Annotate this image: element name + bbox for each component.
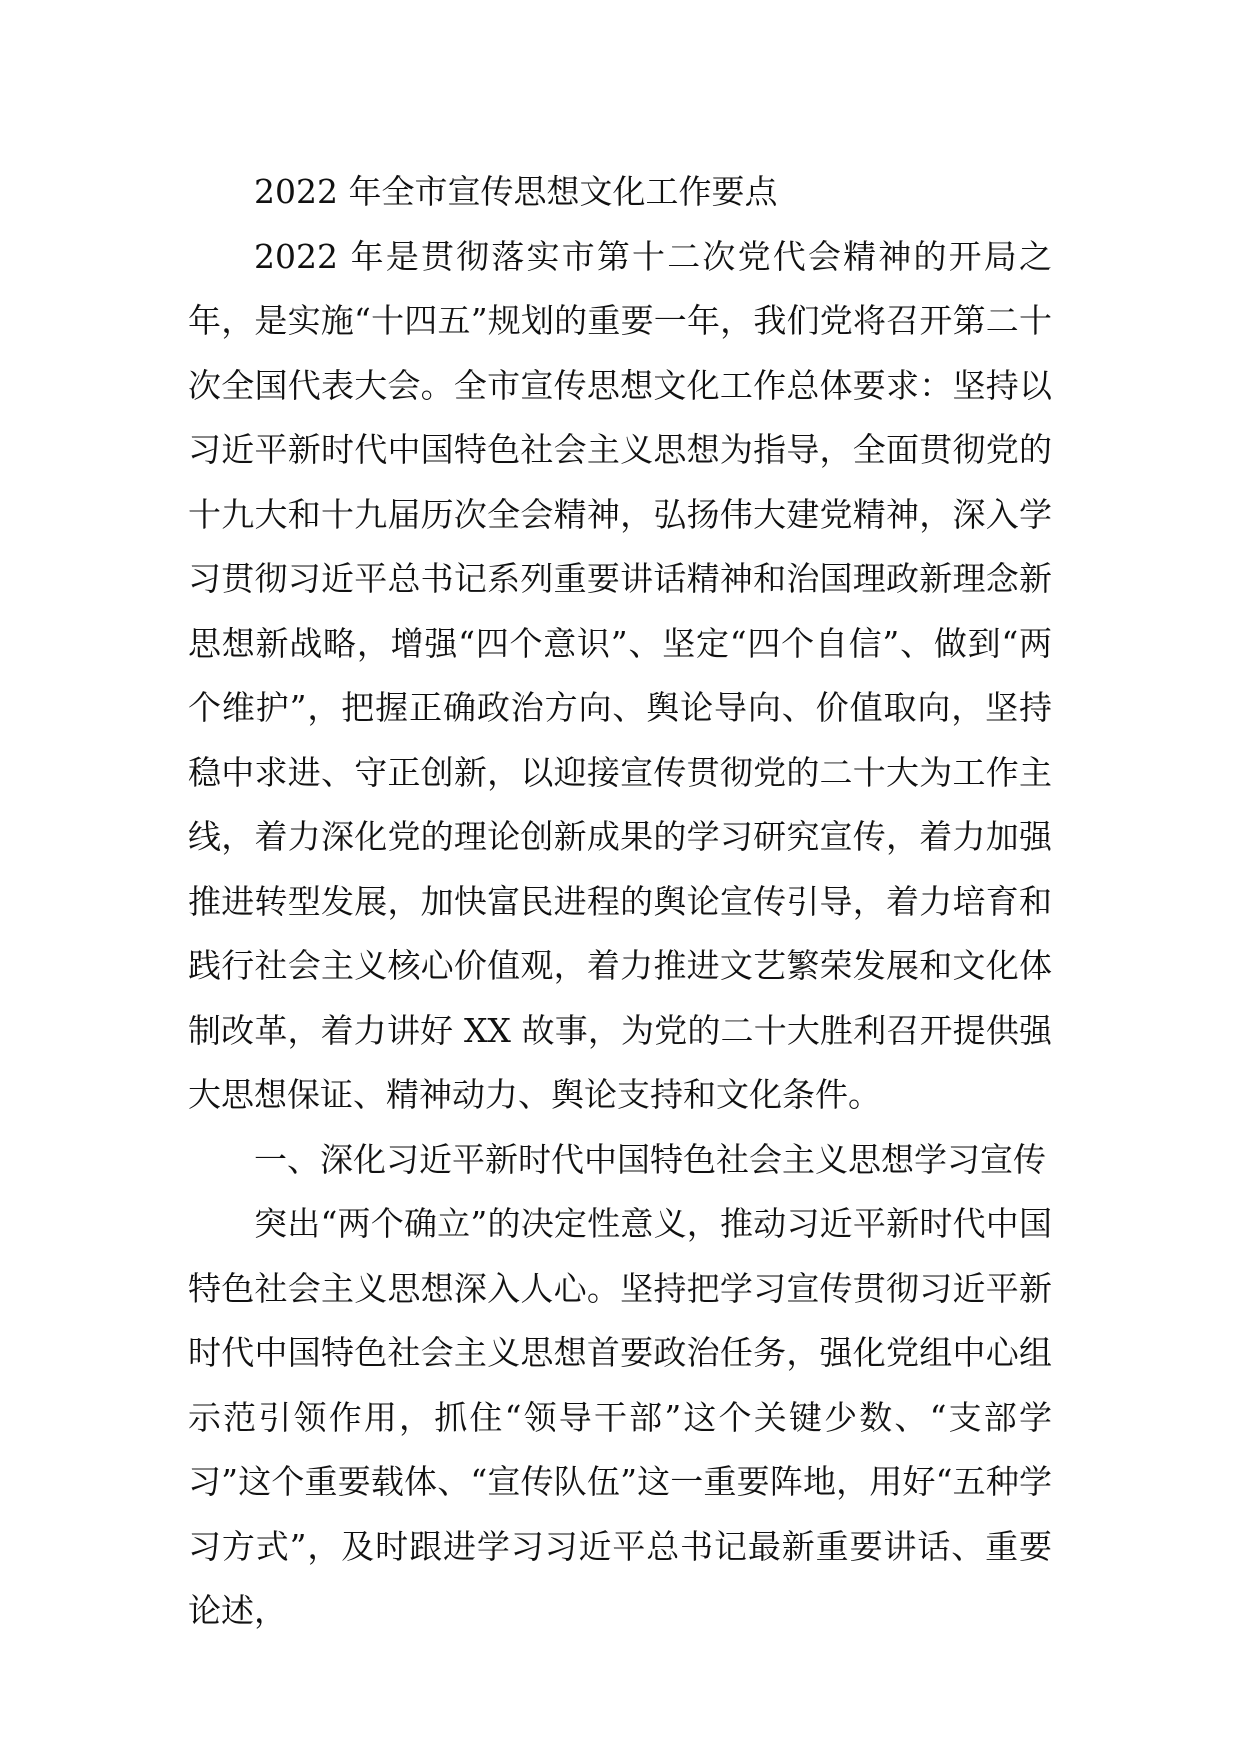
document-body — [188, 160, 1052, 1644]
section-heading: 一、深化习近平新时代中国特色社会主义思想学习宣传 — [254, 1139, 1046, 1179]
document-title: 2022 年全市宣传思想文化工作要点 — [254, 172, 778, 211]
intro-paragraph: 2022 年是贯彻落实市第十二次党代会精神的开局之年，是实施“十四五”规划的重要一年，我们党将召开第二十次全国代表大会。全市宣传思想文化工作总体要求：坚持以习近平新时代中国特色社会主义思想为指导，全面贯彻党的十九大和十九届历次全会精神，弘扬伟大建党精神，深入学习贯彻习近平总书记系列重要讲话精神和治国理政新理念新思想新战略，增强“四个意识”、坚定“四个自信”、做到“两个维护”，把握正确政治方向、舆论导向、价值取向，坚持稳中求进、守正创新，以迎接宣传贯彻党的二十大为工作主线，着力深化党的理论创新成果的学习研究宣传，着力加强推进转型发展，加快富民进程的舆论宣传引导，着力培育和践行社会主义核心价值观，着力推进文艺繁荣发展和文化体制改革，着力讲好 XX 故事，为党的二十大胜利召开提供强大思想保证、精神动力、舆论支持和文化条件。 — [188, 236, 1052, 1114]
section-paragraph: 突出“两个确立”的决定性意义，推动习近平新时代中国特色社会主义思想深入人心。坚持把学习宣传贯彻习近平新时代中国特色社会主义思想首要政治任务，强化党组中心组示范引领作用，抓住“领导干部”这个关键少数、“支部学习”这个重要载体、“宣传队伍”这一重要阵地，用好“五种学习方式”，及时跟进学习习近平总书记最新重要讲话、重要论述， — [188, 1204, 1052, 1630]
